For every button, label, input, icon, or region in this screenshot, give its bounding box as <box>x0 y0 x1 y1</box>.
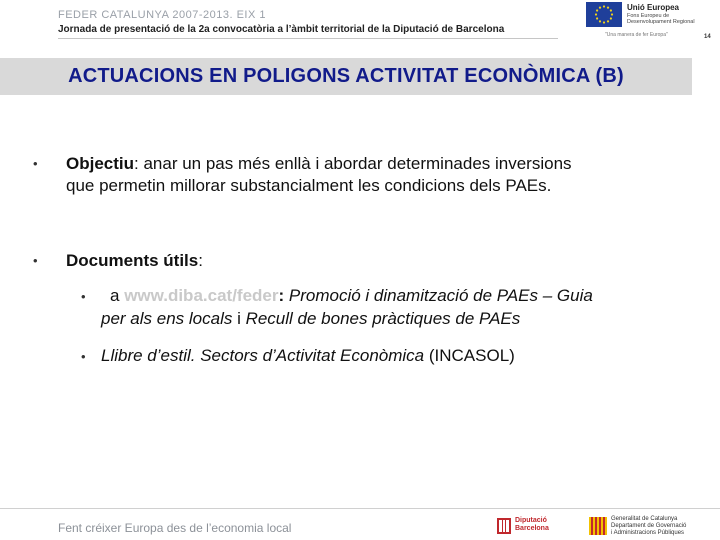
generalitat-line2: Departament de Governació <box>611 523 687 529</box>
generalitat-name <box>611 516 686 537</box>
program-title: FEDER CATALUNYA 2007-2013. EIX 1 <box>58 9 266 21</box>
subitem-colon: : <box>278 286 285 305</box>
diputacio-name <box>515 517 549 533</box>
bullet-documents <box>66 250 203 271</box>
diputacio-line2: Barcelona <box>515 525 549 532</box>
generalitat-logo-icon <box>589 517 607 535</box>
footer-slogan: Fent créixer Europa des de l’economia local <box>58 521 292 535</box>
subitem-guide-title: Promoció i dinamització de PAEs – Guia <box>284 286 593 305</box>
generalitat-line3: i Administracions Públiques <box>611 530 685 536</box>
eu-logo-tagline: "Una manera de fer Europa" <box>605 32 668 38</box>
slide-title: ACTUACIONS EN POLIGONS ACTIVITAT ECONÒMICA (B) <box>68 65 624 87</box>
objectiu-text: : anar un pas més enllà i abordar determinades inversions <box>134 154 572 173</box>
generalitat-line1: Generalitat de Catalunya <box>611 516 678 522</box>
subitem-recull-title: Recull de bones pràctiques de PAEs <box>245 309 521 328</box>
llibre-source: (INCASOL) <box>424 346 515 365</box>
bullet-objectiu <box>66 153 572 174</box>
documents-colon: : <box>198 251 203 270</box>
eu-logo-title: Unió Europea <box>627 3 680 12</box>
diputacio-logo-icon <box>497 518 511 534</box>
subitem-conjunction: i <box>232 309 246 328</box>
eu-logo-fund: Fons Europeu de Desenvolupament Regional <box>627 13 695 25</box>
subitem-prefix: a <box>110 286 125 305</box>
documents-label: Documents útils <box>66 251 199 270</box>
subitem-llibre <box>101 345 515 366</box>
bullet-marker: • <box>33 253 38 268</box>
diputacio-line1: Diputació <box>515 517 547 524</box>
subitem-guide <box>110 285 593 306</box>
objectiu-label: Objectiu <box>66 154 135 173</box>
llibre-title: Llibre d’estil. Sectors d’Activitat Econòmica <box>101 346 425 365</box>
objectiu-text-line2: que permetin millorar substancialment les condicions dels PAEs. <box>66 176 552 195</box>
eu-flag-icon <box>586 2 622 27</box>
sub-bullet-marker: • <box>81 349 86 364</box>
header-divider <box>58 38 558 39</box>
subitem-guide-line2 <box>101 308 520 329</box>
subitem-guide-audience: per als ens locals <box>101 309 233 328</box>
feder-link[interactable]: www.diba.cat/feder <box>124 286 279 305</box>
footer-divider <box>0 508 720 509</box>
title-bar <box>0 58 692 95</box>
event-title: Jornada de presentació de la 2a convocatòria a l’àmbit territorial de la Diputació de Barcelona <box>58 24 505 35</box>
slide-number: 14 <box>704 34 711 40</box>
sub-bullet-marker: • <box>81 289 86 304</box>
bullet-marker: • <box>33 156 38 171</box>
